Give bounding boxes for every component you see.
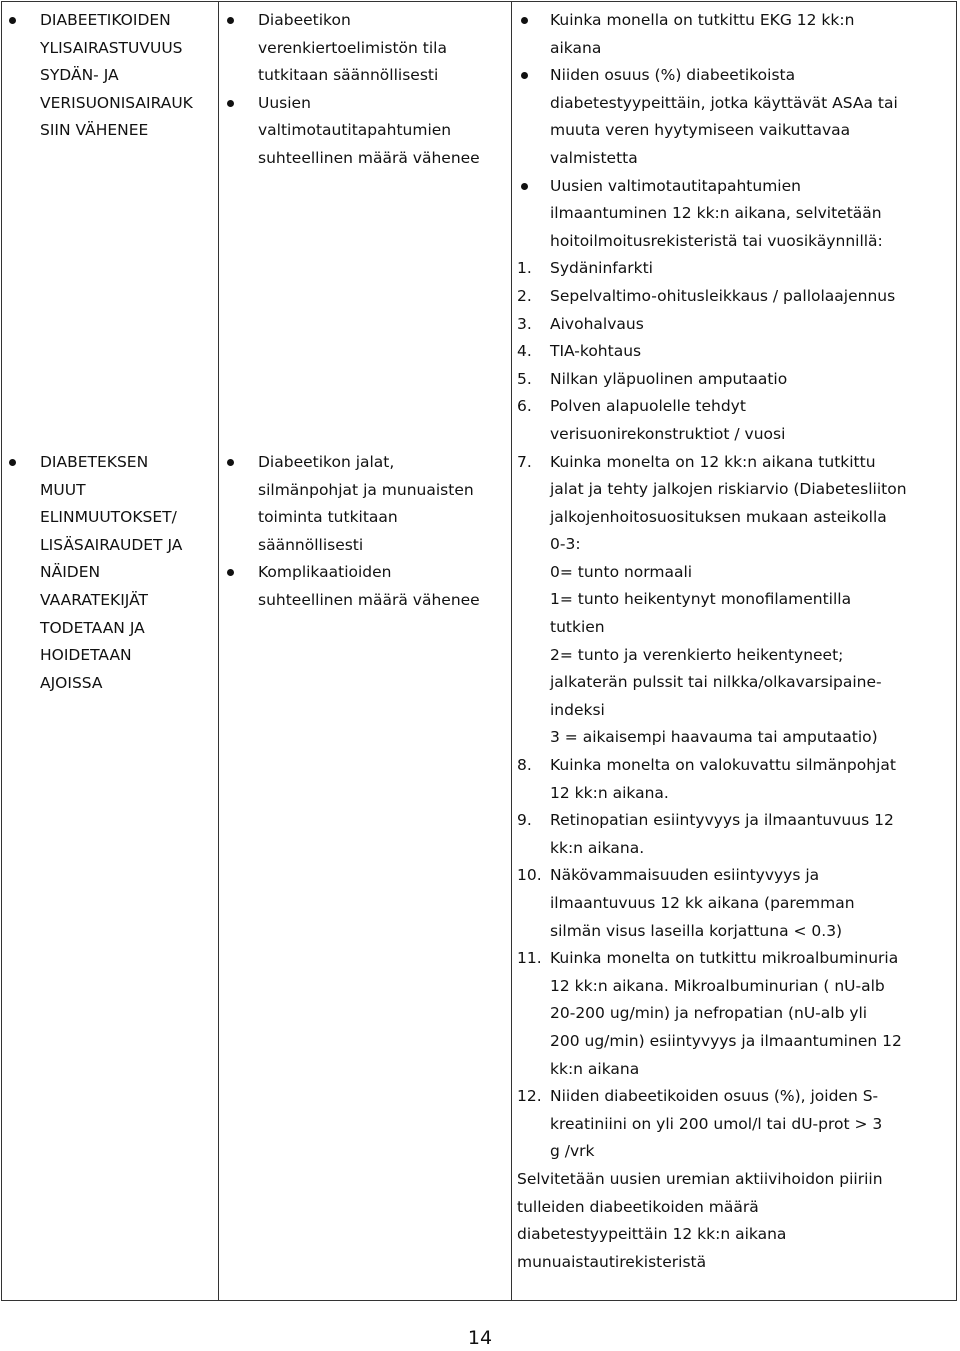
- numbered-item: 2. Sepelvaltimo-ohitusleikkaus / pallolaajennus: [512, 283, 956, 311]
- numbered-item: 12. Niiden diabeetikoiden osuus (%), joiden S- kreatiniini on yli 200 umol/l tai dU-prot > 3 g /vrk: [512, 1083, 956, 1166]
- targets-group-2: [219, 449, 509, 615]
- item-number: 7.: [517, 452, 532, 471]
- list-item: Diabeetikon verenkiertoelimistön tila tutkitaan säännöllisesti: [219, 7, 509, 90]
- item-number: 10.: [517, 866, 542, 885]
- item-number: 1.: [517, 259, 532, 278]
- numbered-item: 9. Retinopatian esiintyvyys ja ilmaantuvuus 12 kk:n aikana.: [512, 807, 956, 862]
- numbered-item: 3. Aivohalvaus: [512, 311, 956, 339]
- bullet-icon: [227, 459, 234, 466]
- numbered-item: 8. Kuinka monelta on valokuvattu silmänpohjat 12 kk:n aikana.: [512, 752, 956, 807]
- list-item: Kuinka monella on tutkittu EKG 12 kk:n aikana: [512, 7, 956, 62]
- page-number: 14: [467, 1327, 493, 1349]
- document-table: [1, 1, 957, 1301]
- item-number: 3.: [517, 314, 532, 333]
- bullet-icon: [227, 17, 234, 24]
- goal-heart-disease: [2, 7, 214, 145]
- list-item: DIABETEKSEN MUUT ELINMUUTOKSET/ LISÄSAIRAUDET JA NÄIDEN VAARATEKIJÄT TODETAAN JA HOIDETAAN AJOISSA: [2, 449, 214, 697]
- indicators-list: [512, 7, 956, 1276]
- numbered-item: 1. Sydäninfarkti: [512, 255, 956, 283]
- numbered-item: 6. Polven alapuolelle tehdyt verisuonirekonstruktiot / vuosi: [512, 393, 956, 448]
- list-item: Diabeetikon jalat, silmänpohjat ja munuaisten toiminta tutkitaan säännöllisesti: [219, 449, 509, 559]
- goals-column: [2, 2, 219, 1300]
- list-item: Uusien valtimotautitapahtumien ilmaantuminen 12 kk:n aikana, selvitetään hoitoilmoitusrekisteristä tai vuosikäynnillä:: [512, 173, 956, 256]
- numbered-item: 4. TIA-kohtaus: [512, 338, 956, 366]
- numbered-item: 7. Kuinka monelta on 12 kk:n aikana tutkittu jalat ja tehty jalkojen riskiarvio (Diabetesliiton jalkojenhoitosuosituksen mukaan asteikolla 0-3: 0= tunto normaali 1= tunto heikentynyt monofilamentilla tutkien 2= tunto ja verenkierto heikentyneet; jalkaterän pulssit tai nilkka/olkavarsipaine- indeksi 3 = aikaisempi haavauma tai amputaatio): [512, 449, 956, 753]
- indicators-column: [512, 2, 958, 1300]
- numbered-item: 11. Kuinka monelta on tutkittu mikroalbuminuria 12 kk:n aikana. Mikroalbuminurian ( nU-alb 20-200 ug/min) ja nefropatian (nU-alb yli 200 ug/min) esiintyvyys ja ilmaantuminen 12 kk:n aikana: [512, 945, 956, 1083]
- targets-column: [219, 2, 512, 1300]
- bullet-icon: [9, 459, 16, 466]
- item-number: 9.: [517, 811, 532, 830]
- targets-group-1: [219, 7, 509, 173]
- bullet-icon: [521, 183, 528, 190]
- list-item: Niiden osuus (%) diabeetikoista diabetestyypeittäin, jotka käyttävät ASAa tai muuta veren hyytymiseen vaikuttavaa valmistetta: [512, 62, 956, 172]
- item-number: 8.: [517, 756, 532, 775]
- item-number: 5.: [517, 369, 532, 388]
- list-item: DIABEETIKOIDEN YLISAIRASTUVUUS SYDÄN- JA VERISUONISAIRAUK SIIN VÄHENEE: [2, 7, 214, 145]
- bullet-icon: [227, 569, 234, 576]
- bullet-icon: [9, 17, 16, 24]
- list-item: Komplikaatioiden suhteellinen määrä vähenee: [219, 559, 509, 614]
- item-number: 2.: [517, 286, 532, 305]
- goal-other-complications: [2, 449, 214, 697]
- item-number: 6.: [517, 397, 532, 416]
- item-number: 11.: [517, 949, 542, 968]
- bullet-icon: [227, 100, 234, 107]
- numbered-item: 10. Näkövammaisuuden esiintyvyys ja ilmaantuvuus 12 kk aikana (paremman silmän visus laseilla korjattuna < 0.3): [512, 862, 956, 945]
- list-item: Uusien valtimotautitapahtumien suhteellinen määrä vähenee: [219, 90, 509, 173]
- numbered-item: 5. Nilkan yläpuolinen amputaatio: [512, 366, 956, 394]
- bullet-icon: [521, 17, 528, 24]
- item-number: 12.: [517, 1087, 542, 1106]
- item-number: 4.: [517, 342, 532, 361]
- closing-paragraph: Selvitetään uusien uremian aktiivihoidon piiriin tulleiden diabeetikoiden määrä diabetestyypeittäin 12 kk:n aikana munuaistautirekisteristä: [517, 1169, 883, 1271]
- bullet-icon: [521, 72, 528, 79]
